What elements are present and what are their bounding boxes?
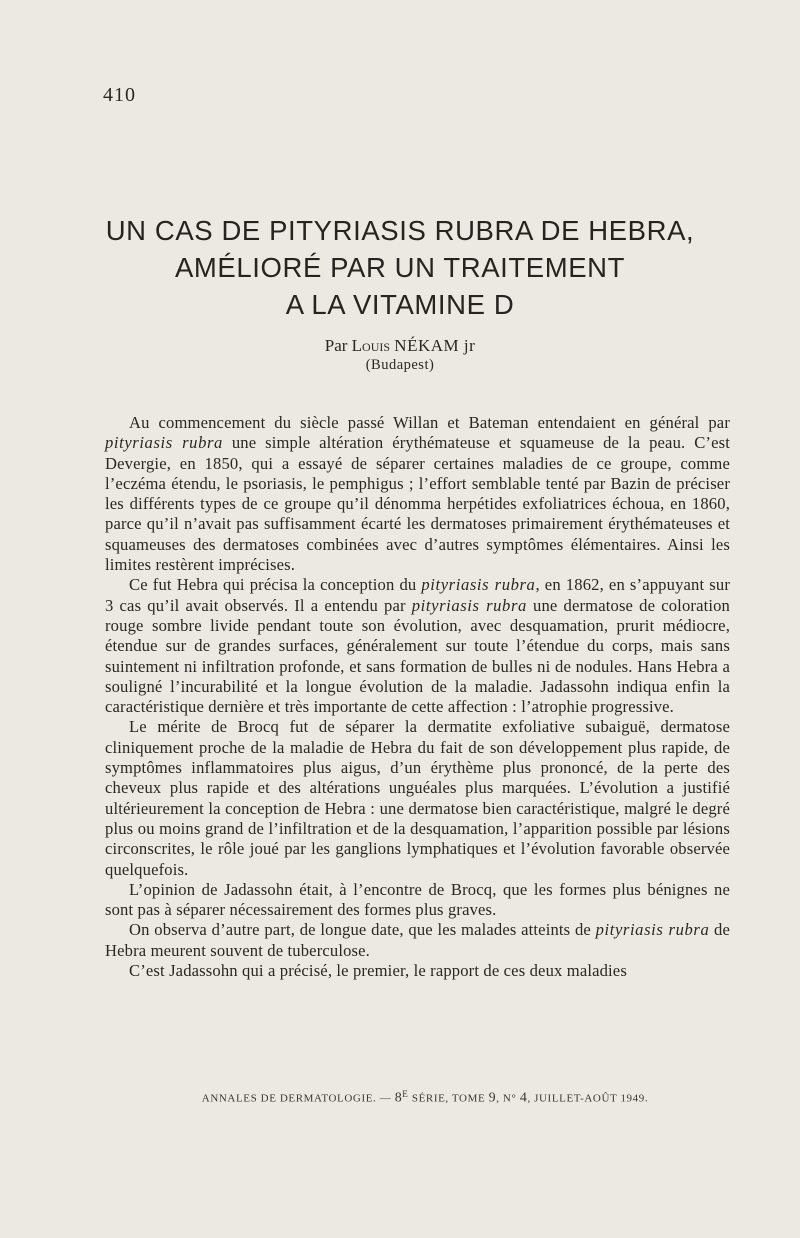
italic-term: pityriasis rubra (595, 920, 710, 940)
italic-term: pityriasis rubra (411, 595, 527, 615)
title-line-2: AMÉLIORÉ PAR UN TRAITEMENT (174, 252, 626, 283)
text-segment: On observa d’autre part, de longue date, que les malades atteints de (129, 920, 596, 940)
footer-series: 8 (394, 1090, 403, 1106)
text-segment: une dermatose de coloration rouge sombre livide pendant toute son évolution, avec desquamation, prurit médiocre, étendue sur de grandes surfaces, généralement sur toute l’étendue du corps, mais sans suintement ni infiltration profonde, et sans formation de bulles ni de nodules. Hans Hebra a souligné l’incurabilité et la longue évolution de la maladie. Jadassohn indiqua enfin la caractéristique dernière et très importante de cette affection : l’atrophie progressive. (105, 595, 730, 717)
paragraph (105, 717, 730, 879)
byline (100, 336, 700, 356)
text-segment: L’opinion de Jadassohn était, à l’encontre de Brocq, que les formes plus bénignes ne sont pas à séparer nécessairement des formes plus graves. (105, 879, 730, 920)
text-segment: de Hebra meurent souvent de tuberculose. (105, 920, 731, 960)
footer-numero: 4 (519, 1090, 528, 1106)
paragraph (105, 920, 730, 961)
text-segment: une simple altération érythémateuse et squameuse de la peau. C’est Devergie, en 1850, qui a essayé de séparer certaines maladies de ce groupe, comme l’eczéma étendu, le psoriasis, le pemphigus ; l’effort semblable tenté par Bazin de préciser les différents types de ce groupe qu’il dénomma herpétides exfoliatrices échoua, en 1860, parce qu’il n’avait pas suffisamment écarté les dermatoses primairement érythémateuses et squameuses des dermatoses combinées avec d’autres symptômes élémentaires. Ainsi les limites restèrent imprécises. (105, 433, 730, 575)
article-title (100, 212, 700, 323)
footer-series-suffix: E (402, 1089, 409, 1099)
author-first-name: Louis (351, 336, 391, 355)
footer-journal: ANNALES DE DERMATOLOGIE. — (201, 1092, 395, 1105)
paragraph (105, 413, 730, 575)
title-line-3: A LA VITAMINE D (285, 289, 515, 320)
page-number: 410 (103, 84, 136, 106)
text-segment: Ce fut Hebra qui précisa la conception du (129, 575, 422, 595)
article-body (105, 413, 730, 981)
text-segment: Le mérite de Brocq fut de séparer la dermatite exfoliative subaiguë, dermatose cliniquement proche de la maladie de Hebra du fait de son développement plus rapide, de symptômes inflammatoires plus aigus, d’un érythème plus prononcé, de la perte des cheveux plus rapide et des altérations unguéales plus marquées. L’évolution a justifié ultérieurement la conception de Hebra : une dermatose bien caractéristique, malgré le degré plus ou moins grand de l’infiltration et de la desquamation, l’apparition possible par lésions circonscrites, le rôle joué par les ganglions lymphatiques et l’évolution favorable observée quelquefois. (105, 717, 730, 879)
author-affiliation: (Budapest) (365, 357, 435, 373)
author-last-name: NÉKAM jr (394, 336, 476, 355)
italic-term: pityriasis rubra (105, 433, 223, 453)
footer-date: , JUILLET-AOÛT 1949. (527, 1092, 649, 1105)
footer-series-label: SÉRIE, TOME (408, 1092, 489, 1105)
italic-term: pityriasis rubra (421, 575, 536, 595)
text-segment: Au commencement du siècle passé Willan et Bateman entendaient en général par (129, 413, 730, 432)
paragraph (105, 961, 730, 981)
footer-numero-label: , N° (496, 1092, 520, 1105)
paragraph (105, 575, 730, 717)
text-segment: , en 1862, en s’appuyant sur 3 cas qu’il avait observés. Il a entendu par (105, 575, 731, 615)
paragraph (105, 880, 730, 921)
byline-prefix: Par (324, 336, 352, 355)
journal-footer (100, 1089, 750, 1107)
title-line-1: UN CAS DE PITYRIASIS RUBRA DE HEBRA, (105, 215, 695, 246)
text-segment: C’est Jadassohn qui a précisé, le premier, le rapport de ces deux maladies (129, 961, 627, 981)
footer-tome: 9 (488, 1090, 497, 1106)
